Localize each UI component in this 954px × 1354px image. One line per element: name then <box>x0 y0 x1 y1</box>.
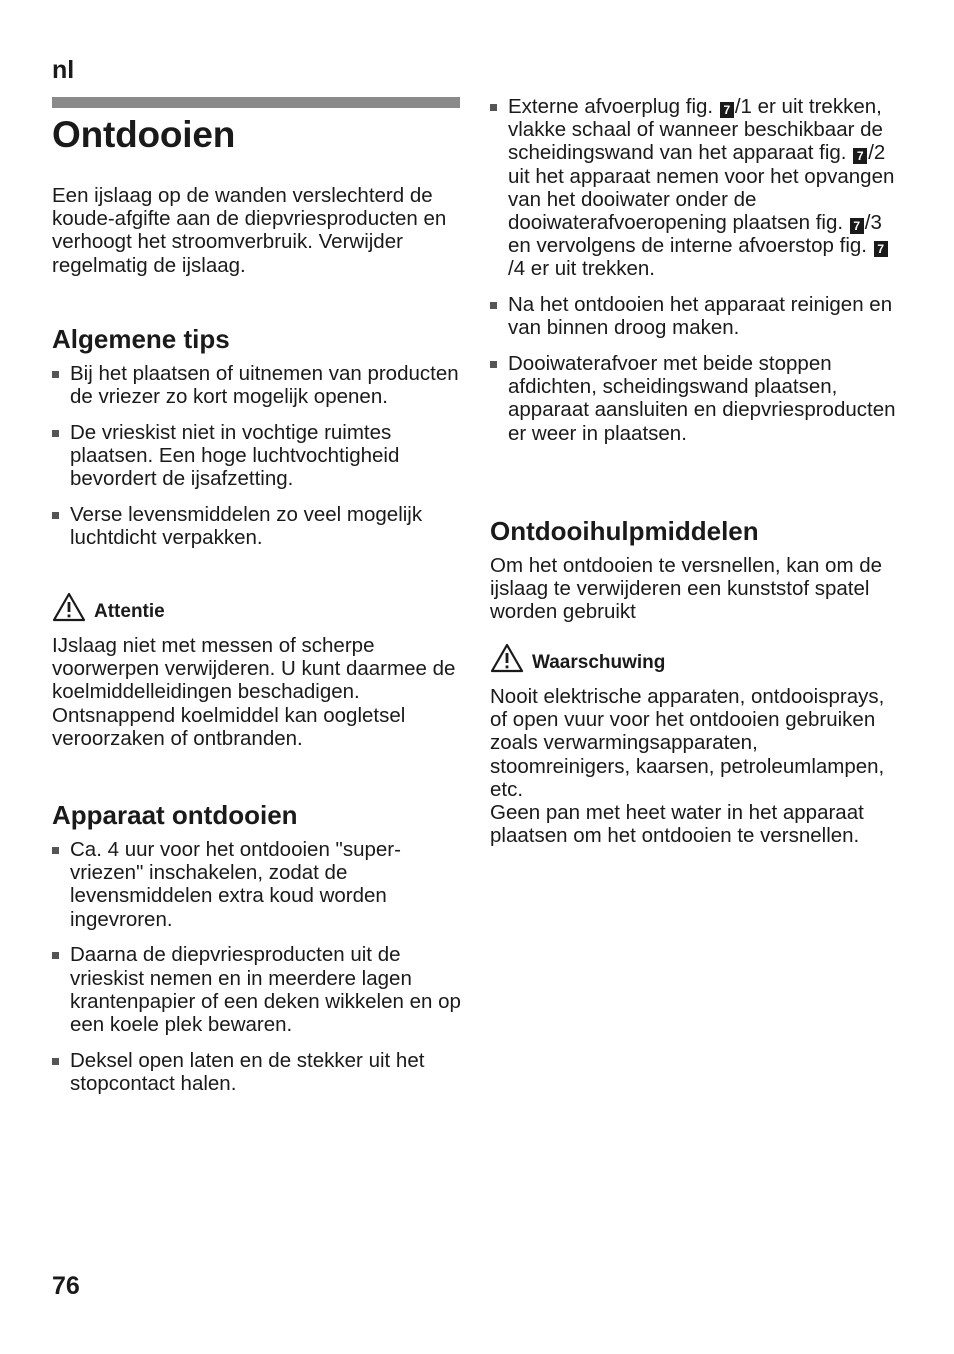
section-divider-bar <box>52 97 460 108</box>
waarschuwing-label: Waarschuwing <box>532 652 666 673</box>
waarschuwing-text-2: Geen pan met heet water in het apparaat plaatsen om het ontdooien te versnellen. <box>490 801 864 848</box>
page-number: 76 <box>52 1272 80 1300</box>
bullet-square-icon <box>52 430 59 437</box>
intro-paragraph: Een ijslaag op de wanden verslechterd de koude-afgifte aan de diepvriesproducten en verhoogt het stroomverbruik. Verwijder regelmatig de ijslaag. <box>52 184 447 277</box>
bullet-square-icon <box>490 104 497 111</box>
list-item: Na het ontdooien het apparaat reinigen en van binnen droog maken. <box>490 293 900 339</box>
bullet-square-icon <box>52 512 59 519</box>
intro-block <box>52 184 462 277</box>
apparaat-ontdooien-list <box>52 838 462 1095</box>
waarschuwing-header <box>490 643 900 673</box>
ontdooihulpmiddelen-heading: Ontdooihulpmiddelen <box>490 516 759 546</box>
attentie-header <box>52 592 462 622</box>
attentie-label: Attentie <box>94 601 165 622</box>
bullet-square-icon <box>490 361 497 368</box>
waarschuwing-notice <box>490 643 900 847</box>
waarschuwing-text: Nooit elektrische apparaten, ontdooisprays, of open vuur voor het ontdooien gebruiken zoals verwarmingsapparaten, stoomreinigers, kaarsen, petroleumlampen, etc. <box>490 685 885 801</box>
bullet-square-icon <box>52 952 59 959</box>
warning-triangle-icon <box>490 643 524 673</box>
bullet-square-icon <box>490 302 497 309</box>
list-item: Deksel open laten en de stekker uit het stopcontact halen. <box>52 1049 462 1095</box>
apparaat-ontdooien-heading: Apparaat ontdooien <box>52 800 298 830</box>
attentie-notice <box>52 592 462 750</box>
language-label: nl <box>52 56 75 84</box>
page-title: Ontdooien <box>52 114 236 155</box>
list-item: Daarna de diepvriesproducten uit de vrieskist nemen en in meerdere lagen krantenpapier of een deken wikkelen en op een koele plek bewaren. <box>52 943 462 1036</box>
bullet-square-icon <box>52 847 59 854</box>
algemene-tips-heading: Algemene tips <box>52 324 230 354</box>
list-item: Dooiwaterafvoer met beide stoppen afdichten, scheidingswand plaatsen, apparaat aansluiten en diepvriesproducten er weer in plaatsen. <box>490 352 900 445</box>
list-item: Externe afvoerplug fig. 7 /1 er uit trekken, vlakke schaal of wanneer beschikbaar de scheidingswand van het apparaat fig. 7 /2 uit het apparaat nemen voor het opvangen van het dooiwater onder de dooiwaterafvoeropening plaatsen fig. 7 /3 en vervolgens de interne afvoerstop fig. 7/4 er uit trekken. <box>490 95 900 281</box>
figure-reference-badge: 7 <box>720 102 734 118</box>
list-item: De vrieskist niet in vochtige ruimtes plaatsen. Een hoge luchtvochtigheid bevordert de ijsafzetting. <box>52 421 462 491</box>
ontdooihulpmiddelen-section <box>490 516 900 624</box>
list-item: Bij het plaatsen of uitnemen van producten de vriezer zo kort mogelijk openen. <box>52 362 462 408</box>
apparaat-ontdooien-list-continued <box>490 95 900 445</box>
ontdooihulpmiddelen-text: Om het ontdooien te versnellen, kan om de ijslaag te verwijderen een kunststof spatel worden gebruikt <box>490 554 883 624</box>
algemene-tips-section <box>52 324 462 562</box>
bullet-square-icon <box>52 371 59 378</box>
apparaat-ontdooien-continued <box>490 95 900 457</box>
figure-reference-badge: 7 <box>853 148 867 164</box>
bullet-square-icon <box>52 1058 59 1065</box>
list-item: Ca. 4 uur voor het ontdooien "super-vriezen" inschakelen, zodat de levensmiddelen extra koud worden ingevroren. <box>52 838 462 931</box>
apparaat-ontdooien-section <box>52 800 462 1108</box>
figure-reference-badge: 7 <box>874 241 888 257</box>
attentie-text: IJslaag niet met messen of scherpe voorwerpen verwijderen. U kunt daarmee de koelmiddelleidingen beschadigen. Ontsnappend koelmiddel kan oogletsel veroorzaken of ontbranden. <box>52 634 456 750</box>
algemene-tips-list <box>52 362 462 549</box>
warning-triangle-icon <box>52 592 86 622</box>
figure-reference-badge: 7 <box>850 218 864 234</box>
list-item: Verse levensmiddelen zo veel mogelijk luchtdicht verpakken. <box>52 503 462 549</box>
